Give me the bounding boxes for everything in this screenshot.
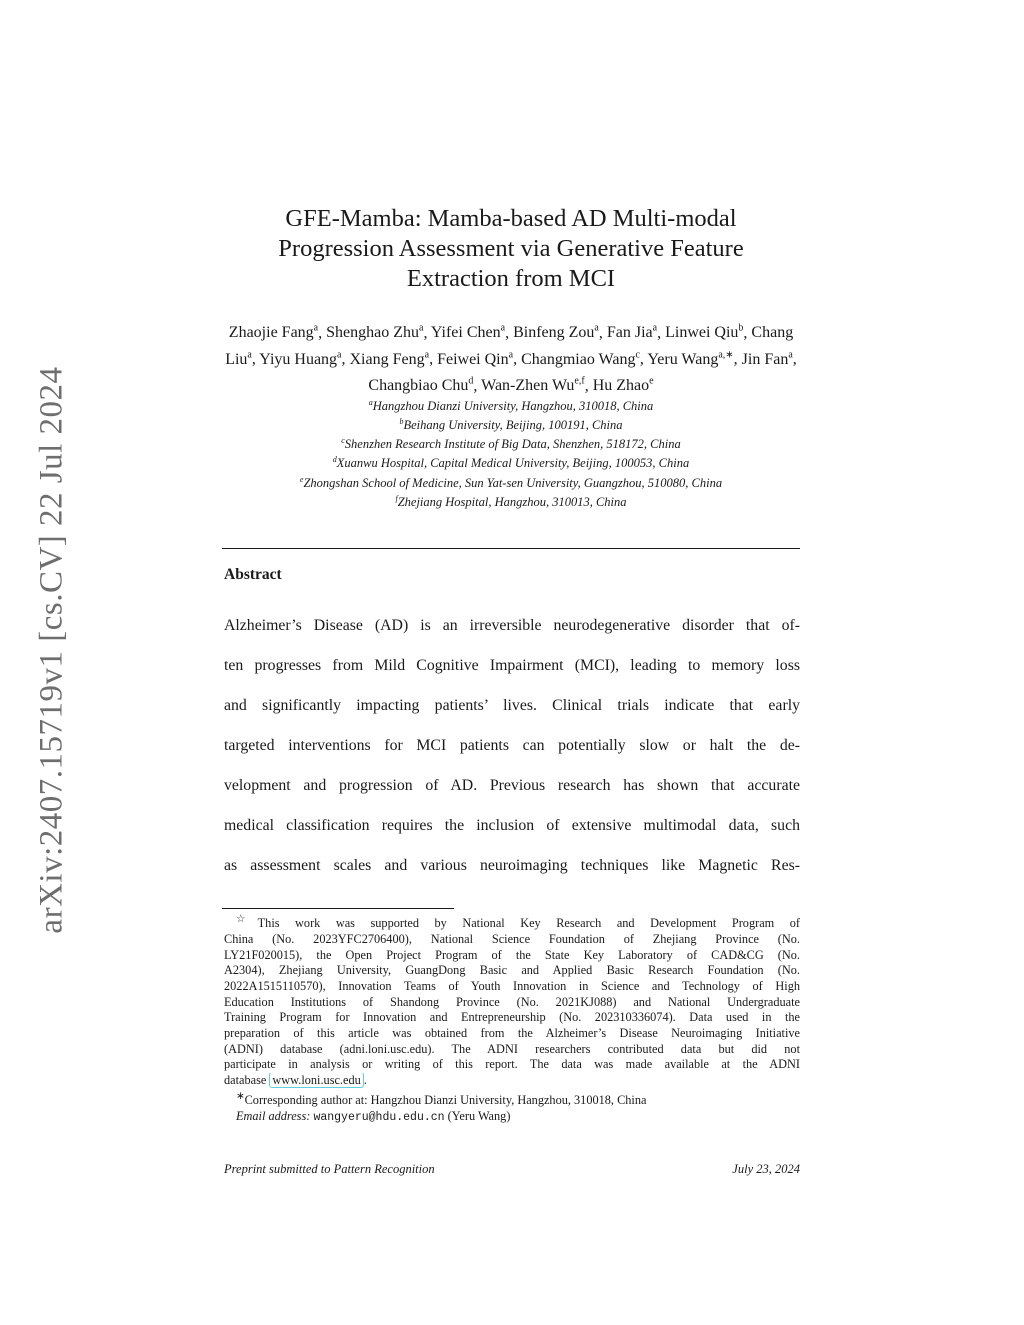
- title-line: GFE-Mamba: Mamba-based AD Multi-modal: [285, 205, 737, 232]
- email-link[interactable]: wangyeru@hdu.edu.cn: [313, 1110, 445, 1124]
- footnotes: [224, 912, 800, 1125]
- abstract-line: ten progresses from Mild Cognitive Impairment (MCI), leading to memory loss: [224, 657, 800, 674]
- affiliation: $^e$Zhongshan School of Medicine, Sun Yat-sen University, Guangzhou, 510080, China: [299, 474, 723, 490]
- journal-note: Preprint submitted to Pattern Recognition: [224, 1162, 435, 1176]
- author: Jin Fan$^a$: [741, 349, 793, 368]
- abstract-top-rule: [222, 548, 800, 549]
- abstract-line: medical classification requires the inclusion of extensive multimodal data, such: [224, 817, 800, 834]
- funding-footnote-line: 2022A1515110570), Innovation Teams of Youth Innovation in Science and Technology of High: [224, 978, 800, 993]
- affiliation: $^f$Zhejiang Hospital, Hangzhou, 310013, China: [395, 493, 627, 509]
- author: Wan-Zhen Wu$^{e,f}$: [481, 375, 585, 394]
- arxiv-identifier: arXiv:2407.15719v1 [cs.CV] 22 Jul 2024: [33, 366, 70, 934]
- author: Changbiao Chu$^d$: [368, 375, 474, 394]
- abstract-heading: Abstract: [224, 566, 282, 583]
- author: Changmiao Wang$^c$: [521, 349, 640, 368]
- abstract-line: and significantly impacting patients’ lives. Clinical trials indicate that early: [224, 697, 800, 714]
- author: Hu Zhao$^e$: [592, 375, 654, 394]
- title-line: Extraction from MCI: [406, 265, 616, 292]
- email-footnote: Email address: wangyeru@hdu.edu.cn (Yeru Wang): [236, 1108, 511, 1124]
- author: Yiyu Huang$^a$: [259, 349, 342, 368]
- author: Xiang Feng$^a$: [349, 349, 430, 368]
- funding-footnote-line: database www.loni.usc.edu .: [224, 1073, 367, 1088]
- funding-footnote-line: Training Program for Innovation and Entrepreneurship (No. 202310336074). Data used in the: [224, 1010, 800, 1025]
- funding-footnote-line: Education Institutions of Shandong Province (No. 2021KJ088) and National Undergraduate: [224, 994, 800, 1009]
- affiliation: $^d$Xuanwu Hospital, Capital Medical University, Beijing, 100053, China: [332, 455, 690, 471]
- funding-footnote-line: China (No. 2023YFC2706400), National Science Foundation of Zhejiang Province (No.: [224, 931, 800, 946]
- author: Feiwei Qin$^a$: [437, 349, 514, 368]
- author: Binfeng Zou$^a$: [513, 323, 599, 342]
- abstract-line: as assessment scales and various neuroimaging techniques like Magnetic Res-: [224, 857, 800, 874]
- author: Chang Liu$^a$: [225, 324, 794, 368]
- funding-footnote-line: preparation of this article was obtained from the Alzheimer’s Disease Neuroimaging Initiative: [224, 1026, 800, 1041]
- funding-footnote-line: LY21F020015), the Open Project Program of the State Key Laboratory of CAD&CG (No.: [224, 947, 800, 962]
- funding-marker: ☆: [236, 914, 258, 925]
- title-line: Progression Assessment via Generative Feature: [278, 235, 744, 262]
- author: Fan Jia$^a$: [606, 323, 658, 342]
- funding-footnote-line: ☆This work was supported by National Key Research and Development Program of: [236, 914, 800, 931]
- author: Shenghao Zhu$^a$: [326, 323, 424, 342]
- corresponding-footnote: ∗Corresponding author at: Hangzhou Dianzi University, Hangzhou, 310018, China: [236, 1090, 647, 1107]
- affiliation: $^c$Shenzhen Research Institute of Big Data, Shenzhen, 518172, China: [341, 436, 681, 452]
- arxiv-sidebar: [28, 360, 76, 940]
- author: Yeru Wang$^{a,∗}$: [647, 349, 734, 368]
- footnote-rule: [222, 908, 454, 909]
- abstract-line: velopment and progression of AD. Previous research has shown that accurate: [224, 777, 800, 794]
- author: Zhaojie Fang$^a$: [228, 323, 319, 342]
- abstract-line: targeted interventions for MCI patients can potentially slow or halt the de-: [224, 737, 800, 754]
- author-line: Zhaojie Fang$^a$, Shenghao Zhu$^a$, Yifei Chen$^a$, Binfeng Zou$^a$, Fan Jia$^a$, Linwei Qiu$^b$, Chang Liu$^a$, Yiyu Huang$^a$, Xiang Feng$^a$, Feiwei Qin$^a$, Changmiao Wang$^c$, Yeru Wang$^{a,∗}$, Jin Fan$^a$, Changbiao Chu$^d$, Wan-Zhen Wu$^{e,f}$, Hu Zhao$^e$: [225, 323, 797, 394]
- affiliation: $^b$Beihang University, Beijing, 100191, China: [399, 417, 623, 433]
- funding-footnote-line: (ADNI) database (adni.loni.usc.edu). The ADNI researchers contributed data but did not: [224, 1041, 800, 1056]
- author: Linwei Qiu$^b$: [665, 323, 744, 342]
- funding-footnote-line: participate in analysis or writing of this report. The data was made available at the ADNI: [224, 1057, 800, 1072]
- adni-link[interactable]: www.loni.usc.edu: [269, 1073, 363, 1088]
- affiliation: $^a$Hangzhou Dianzi University, Hangzhou, 310018, China: [368, 398, 654, 414]
- abstract-line: Alzheimer’s Disease (AD) is an irreversible neurodegenerative disorder that of-: [224, 617, 800, 634]
- abstract-body: [224, 606, 800, 886]
- author-list: [222, 318, 800, 397]
- footer-date: July 23, 2024: [732, 1162, 800, 1176]
- affiliation-list: [222, 395, 800, 510]
- paper-title: [222, 204, 800, 294]
- author: Yifei Chen$^a$: [430, 323, 506, 342]
- funding-footnote-line: A2304), Zhejiang University, GuangDong Basic and Applied Basic Research Foundation (No.: [224, 963, 800, 978]
